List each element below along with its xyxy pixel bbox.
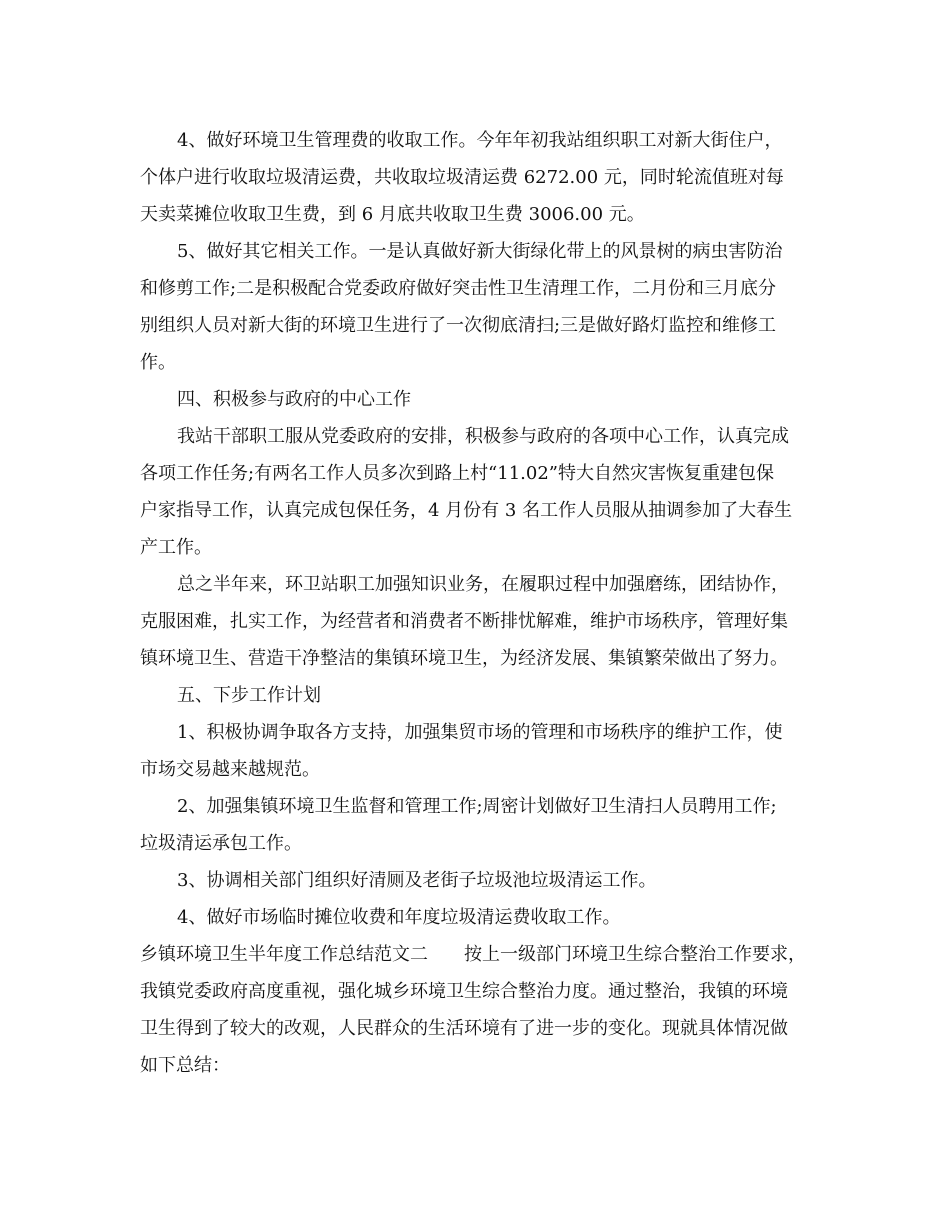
- paragraph-line: 4、做好市场临时摊位收费和年度垃圾清运费收取工作。: [177, 907, 621, 928]
- paragraph-line: 别组织人员对新大街的环境卫生进行了一次彻底清扫;三是做好路灯监控和维修工: [140, 315, 777, 336]
- paragraph-line: 市场交易越来越规范。: [140, 759, 320, 780]
- paragraph-line: 户家指导工作，认真完成包保任务，4 月份有 3 名工作人员服从抽调参加了大春生: [140, 500, 793, 521]
- paragraph-line: 作。: [140, 352, 176, 373]
- paragraph-line: 我站干部职工服从党委政府的安排，积极参与政府的各项中心工作，认真完成: [177, 426, 789, 447]
- paragraph-line: 5、做好其它相关工作。一是认真做好新大街绿化带上的风景树的病虫害防治: [177, 241, 783, 262]
- paragraph-line: 产工作。: [140, 537, 212, 558]
- paragraph-line: 如下总结：: [140, 1055, 230, 1076]
- document-body: [140, 122, 830, 1084]
- paragraph-line: 2、加强集镇环境卫生监督和管理工作;周密计划做好卫生清扫人员聘用工作;: [177, 796, 777, 817]
- paragraph-line: 天卖菜摊位收取卫生费，到 6 月底共收取卫生费 3006.00 元。: [140, 204, 645, 225]
- paragraph-line: 4、做好环境卫生管理费的收取工作。今年年初我站组织职工对新大街住户，: [177, 130, 783, 151]
- paragraph-line: 垃圾清运承包工作。: [140, 833, 302, 854]
- paragraph-line: 镇环境卫生、营造干净整洁的集镇环境卫生，为经济发展、集镇繁荣做出了努力。: [140, 648, 788, 669]
- paragraph-line: 3、协调相关部门组织好清厕及老街子垃圾池垃圾清运工作。: [177, 870, 657, 891]
- paragraph-line: 各项工作任务;有两名工作人员多次到路上村“11.02”特大自然灾害恢复重建包保: [140, 463, 774, 484]
- paragraph-line: 和修剪工作;二是积极配合党委政府做好突击性卫生清理工作，二月份和三月底分: [140, 278, 777, 299]
- article-title-line: 乡镇环境卫生半年度工作总结范文二 按上一级部门环境卫生综合整治工作要求，: [140, 944, 806, 965]
- paragraph-line: 1、积极协调争取各方支持，加强集贸市场的管理和市场秩序的维护工作，使: [177, 722, 783, 743]
- paragraph-line: 个体户进行收取垃圾清运费，共收取垃圾清运费 6272.00 元，同时轮流值班对每: [140, 167, 784, 188]
- section-heading: 四、积极参与政府的中心工作: [177, 389, 411, 410]
- paragraph-line: 卫生得到了较大的改观，人民群众的生活环境有了进一步的变化。现就具体情况做: [140, 1018, 788, 1039]
- section-heading: 五、下步工作计划: [177, 685, 321, 706]
- paragraph-line: 我镇党委政府高度重视，强化城乡环境卫生综合整治力度。通过整治，我镇的环境: [140, 981, 788, 1002]
- paragraph-line: 总之半年来，环卫站职工加强知识业务，在履职过程中加强磨练，团结协作，: [177, 574, 789, 595]
- paragraph-line: 克服困难，扎实工作，为经营者和消费者不断排忧解难，维护市场秩序，管理好集: [140, 611, 788, 632]
